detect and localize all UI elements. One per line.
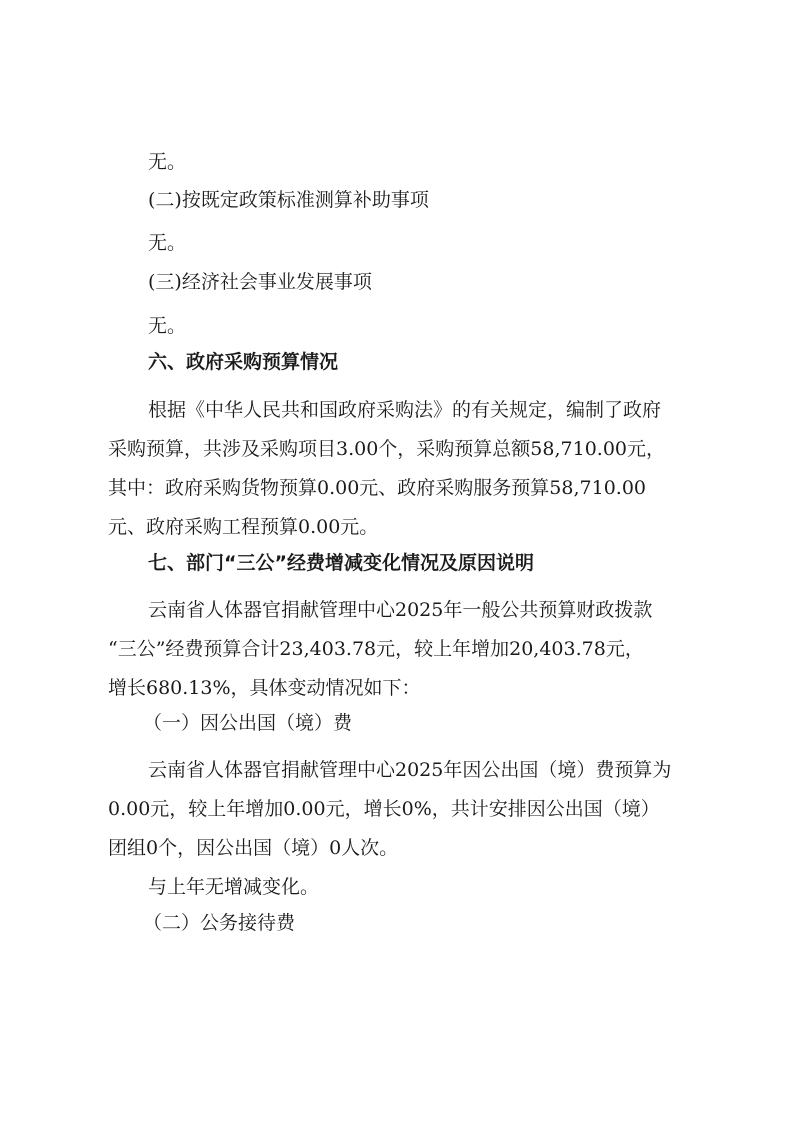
procurement-paragraph-line-2: 采购预算，共涉及采购项目3.00个，采购预算总额58,710.00元， (108, 438, 666, 460)
procurement-paragraph-line-1: 根据《中华人民共和国政府采购法》的有关规定，编制了政府 (148, 399, 662, 421)
paragraph-none-2: 无。 (148, 232, 187, 254)
subheading-official-reception: （二）公务接待费 (143, 912, 296, 934)
three-public-paragraph-line-3: 增长680.13%，具体变动情况如下： (108, 677, 421, 699)
section-heading-procurement: 六、政府采购预算情况 (148, 351, 339, 373)
overseas-paragraph-line-2: 0.00元，较上年增加0.00元，增长0%，共计安排因公出国（境） (108, 798, 660, 820)
subheading-policy-subsidy: (二)按既定政策标准测算补助事项 (148, 189, 429, 211)
three-public-paragraph-line-2: “三公”经费预算合计23,403.78元，较上年增加20,403.78元， (108, 638, 644, 660)
three-public-paragraph-line-1: 云南省人体器官捐献管理中心2025年一般公共预算财政拨款 (148, 599, 653, 621)
procurement-paragraph-line-4: 元、政府采购工程预算0.00元。 (108, 516, 379, 538)
subheading-economic-social: (三)经济社会事业发展事项 (148, 271, 372, 293)
subheading-overseas-travel: （一）因公出国（境）费 (143, 712, 353, 734)
paragraph-none-1: 无。 (148, 151, 187, 173)
section-heading-three-public: 七、部门“三公”经费增减变化情况及原因说明 (148, 552, 534, 574)
procurement-paragraph-line-3: 其中：政府采购货物预算0.00元、政府采购服务预算58,710.00 (108, 477, 647, 499)
paragraph-none-3: 无。 (148, 315, 187, 337)
overseas-paragraph-line-3: 团组0个，因公出国（境）0人次。 (108, 837, 399, 859)
overseas-paragraph-line-1: 云南省人体器官捐献管理中心2025年因公出国（境）费预算为 (148, 759, 672, 781)
no-change-paragraph: 与上年无增减变化。 (148, 876, 320, 898)
